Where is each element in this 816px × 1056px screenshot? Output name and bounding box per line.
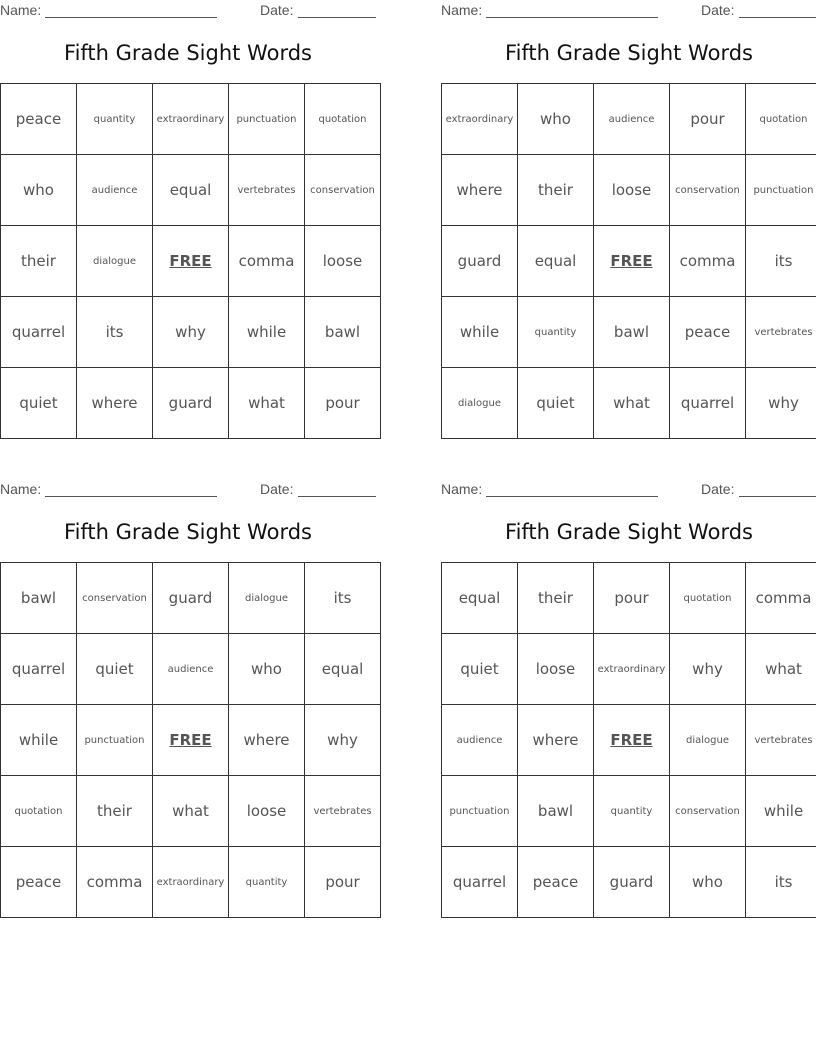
word-cell: quantity	[77, 84, 153, 155]
bingo-card-4	[441, 479, 816, 919]
date-line	[739, 496, 816, 497]
grid-row	[1, 84, 381, 155]
word-cell: quotation	[670, 563, 746, 634]
date-label: Date:	[701, 2, 735, 18]
grid-row	[442, 776, 816, 847]
word-cell: audience	[594, 84, 670, 155]
grid-row	[1, 563, 381, 634]
date-label: Date:	[701, 481, 735, 497]
grid-row	[442, 563, 816, 634]
word-cell: peace	[670, 297, 746, 368]
word-cell: what	[229, 368, 305, 439]
word-cell: where	[77, 368, 153, 439]
grid-row	[1, 226, 381, 297]
grid-row	[442, 634, 816, 705]
word-cell: loose	[518, 634, 594, 705]
word-cell: peace	[518, 847, 594, 918]
bingo-card-1	[0, 0, 376, 440]
word-cell: where	[442, 155, 518, 226]
word-cell: quotation	[305, 84, 381, 155]
word-cell: punctuation	[77, 705, 153, 776]
word-cell: loose	[305, 226, 381, 297]
word-cell: what	[746, 634, 816, 705]
word-cell: bawl	[518, 776, 594, 847]
word-cell: who	[670, 847, 746, 918]
word-cell: quiet	[77, 634, 153, 705]
word-cell: quiet	[1, 368, 77, 439]
card-header	[0, 2, 376, 20]
word-cell: their	[518, 563, 594, 634]
name-label: Name:	[0, 2, 42, 18]
word-cell: extraordinary	[153, 847, 229, 918]
card-title: Fifth Grade Sight Words	[505, 41, 753, 65]
word-cell: conservation	[77, 563, 153, 634]
word-cell: dialogue	[670, 705, 746, 776]
word-cell: its	[746, 226, 816, 297]
word-cell: while	[1, 705, 77, 776]
word-cell: extraordinary	[153, 84, 229, 155]
word-cell: peace	[1, 847, 77, 918]
word-cell: what	[153, 776, 229, 847]
grid-row	[1, 155, 381, 226]
word-cell: conservation	[670, 155, 746, 226]
date-line	[739, 17, 816, 18]
word-cell: quiet	[518, 368, 594, 439]
name-label: Name:	[441, 2, 483, 18]
word-cell: guard	[153, 368, 229, 439]
bingo-card-2	[441, 0, 816, 440]
name-line	[45, 496, 217, 497]
word-cell: audience	[153, 634, 229, 705]
grid-row	[1, 634, 381, 705]
word-cell: conservation	[305, 155, 381, 226]
bingo-grid	[0, 83, 381, 439]
word-cell: their	[518, 155, 594, 226]
word-cell: equal	[153, 155, 229, 226]
grid-row	[442, 84, 816, 155]
word-cell: their	[77, 776, 153, 847]
word-cell: bawl	[594, 297, 670, 368]
word-cell: dialogue	[229, 563, 305, 634]
word-cell: bawl	[305, 297, 381, 368]
word-cell: quantity	[594, 776, 670, 847]
free-space-cell: FREE	[153, 226, 229, 297]
word-cell: where	[518, 705, 594, 776]
word-cell: why	[670, 634, 746, 705]
word-cell: punctuation	[229, 84, 305, 155]
word-cell: quotation	[1, 776, 77, 847]
word-cell: conservation	[670, 776, 746, 847]
word-cell: what	[594, 368, 670, 439]
word-cell: while	[229, 297, 305, 368]
word-cell: guard	[442, 226, 518, 297]
word-cell: punctuation	[746, 155, 816, 226]
free-space-cell: FREE	[594, 226, 670, 297]
word-cell: its	[746, 847, 816, 918]
word-cell: guard	[594, 847, 670, 918]
word-cell: vertebrates	[746, 705, 816, 776]
word-cell: while	[746, 776, 816, 847]
word-cell: dialogue	[442, 368, 518, 439]
card-title: Fifth Grade Sight Words	[64, 41, 312, 65]
word-cell: who	[1, 155, 77, 226]
word-cell: loose	[229, 776, 305, 847]
word-cell: why	[153, 297, 229, 368]
word-cell: comma	[229, 226, 305, 297]
word-cell: its	[305, 563, 381, 634]
word-cell: extraordinary	[594, 634, 670, 705]
grid-row	[442, 368, 816, 439]
name-label: Name:	[441, 481, 483, 497]
word-cell: comma	[670, 226, 746, 297]
word-cell: punctuation	[442, 776, 518, 847]
word-cell: their	[1, 226, 77, 297]
grid-row	[442, 226, 816, 297]
word-cell: equal	[518, 226, 594, 297]
name-line	[486, 496, 658, 497]
word-cell: pour	[594, 563, 670, 634]
word-cell: pour	[305, 368, 381, 439]
word-cell: quarrel	[1, 634, 77, 705]
card-header	[441, 2, 816, 20]
grid-row	[1, 368, 381, 439]
word-cell: vertebrates	[305, 776, 381, 847]
word-cell: comma	[746, 563, 816, 634]
name-line	[45, 17, 217, 18]
card-title: Fifth Grade Sight Words	[64, 520, 312, 544]
word-cell: loose	[594, 155, 670, 226]
word-cell: pour	[670, 84, 746, 155]
word-cell: bawl	[1, 563, 77, 634]
grid-row	[1, 847, 381, 918]
grid-row	[442, 847, 816, 918]
bingo-grid	[0, 562, 381, 918]
word-cell: extraordinary	[442, 84, 518, 155]
word-cell: peace	[1, 84, 77, 155]
grid-row	[1, 297, 381, 368]
bingo-grid	[441, 83, 816, 439]
grid-row	[442, 705, 816, 776]
grid-row	[442, 155, 816, 226]
word-cell: quiet	[442, 634, 518, 705]
free-space-cell: FREE	[594, 705, 670, 776]
bingo-card-3	[0, 479, 376, 919]
free-space-cell: FREE	[153, 705, 229, 776]
word-cell: quantity	[229, 847, 305, 918]
word-cell: pour	[305, 847, 381, 918]
name-line	[486, 17, 658, 18]
word-cell: guard	[153, 563, 229, 634]
word-cell: audience	[77, 155, 153, 226]
word-cell: audience	[442, 705, 518, 776]
date-line	[298, 17, 376, 18]
word-cell: quarrel	[442, 847, 518, 918]
word-cell: quantity	[518, 297, 594, 368]
word-cell: equal	[305, 634, 381, 705]
grid-row	[1, 776, 381, 847]
word-cell: while	[442, 297, 518, 368]
card-title: Fifth Grade Sight Words	[505, 520, 753, 544]
word-cell: where	[229, 705, 305, 776]
word-cell: why	[746, 368, 816, 439]
word-cell: who	[518, 84, 594, 155]
word-cell: vertebrates	[229, 155, 305, 226]
word-cell: its	[77, 297, 153, 368]
card-header	[441, 481, 816, 499]
date-label: Date:	[260, 481, 294, 497]
card-header	[0, 481, 376, 499]
word-cell: who	[229, 634, 305, 705]
date-line	[298, 496, 376, 497]
grid-row	[1, 705, 381, 776]
word-cell: equal	[442, 563, 518, 634]
word-cell: dialogue	[77, 226, 153, 297]
word-cell: why	[305, 705, 381, 776]
name-label: Name:	[0, 481, 42, 497]
word-cell: comma	[77, 847, 153, 918]
word-cell: vertebrates	[746, 297, 816, 368]
date-label: Date:	[260, 2, 294, 18]
word-cell: quotation	[746, 84, 816, 155]
word-cell: quarrel	[1, 297, 77, 368]
word-cell: quarrel	[670, 368, 746, 439]
grid-row	[442, 297, 816, 368]
bingo-grid	[441, 562, 816, 918]
